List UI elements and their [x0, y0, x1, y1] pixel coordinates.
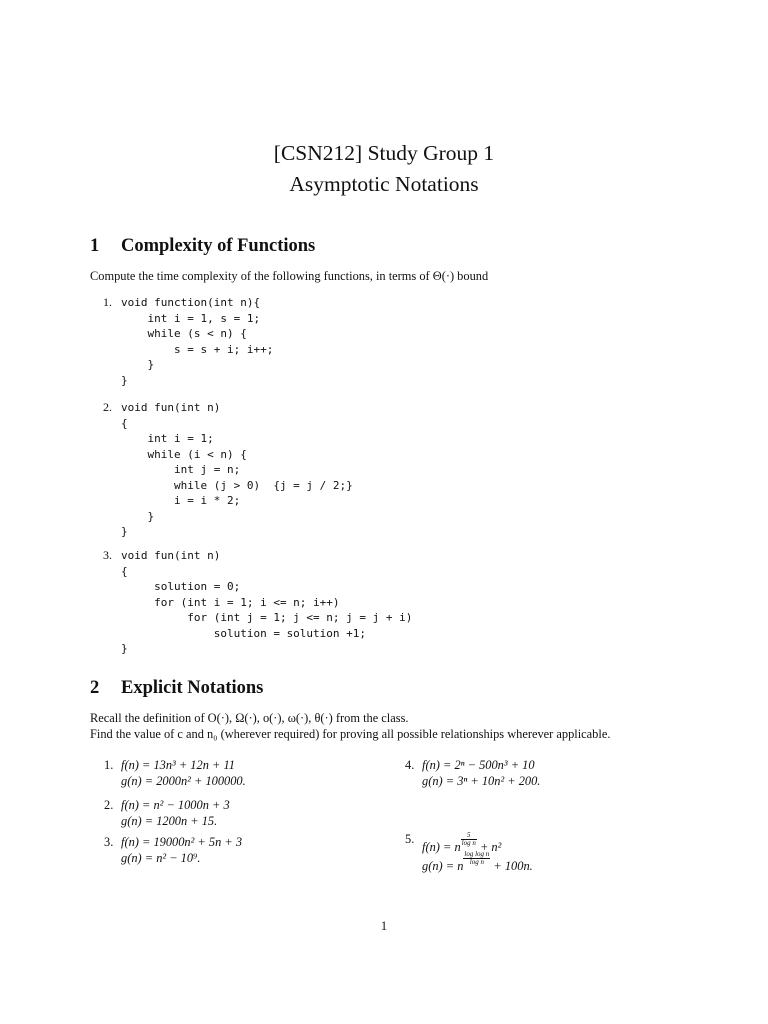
section-2-heading — [90, 678, 263, 699]
problem-g: g(n) = 2000n² + 100000. — [121, 774, 246, 788]
section-1-number: 1 — [90, 236, 100, 256]
problem-g: g(n) = n² − 10⁹. — [121, 851, 201, 865]
f-exponent-fraction — [461, 832, 477, 847]
document-title — [0, 138, 768, 200]
title-course-line: [CSN212] Study Group 1 — [273, 141, 495, 165]
problem-number: 5. — [405, 832, 415, 846]
problem-f: f(n) = 19000n² + 5n + 3 — [121, 835, 243, 849]
g-base: g(n) = n — [422, 859, 464, 873]
f-exponent-numerator: 5 — [461, 832, 477, 840]
page-number: 1 — [380, 919, 388, 933]
section-2-title: Explicit Notations — [121, 678, 264, 698]
section-1-intro: Compute the time complexity of the following functions, in terms of Θ(·) bound — [90, 269, 489, 283]
f-tail: + n² — [476, 840, 502, 854]
problem-number: 1. — [104, 758, 114, 772]
section-2-number: 2 — [90, 678, 100, 698]
g-exponent-fraction — [463, 851, 490, 866]
title-topic-line: Asymptotic Notations — [289, 172, 479, 196]
problem-f: f(n) = 13n³ + 12n + 11 — [121, 758, 235, 772]
g-exponent-denominator: log n — [469, 858, 484, 866]
section-1-heading — [90, 236, 315, 257]
problem-f: f(n) = n² − 1000n + 3 — [121, 798, 230, 812]
problem-g — [422, 851, 533, 874]
f-exponent-denominator: log n — [461, 839, 476, 847]
section-1-title: Complexity of Functions — [121, 236, 316, 256]
code-exercise-number: 2. — [103, 400, 112, 414]
g-exponent-numerator: log log n — [464, 850, 490, 858]
problem-f: f(n) = 2ⁿ − 500n³ + 10 — [422, 758, 535, 772]
code-exercise-number: 3. — [103, 548, 112, 562]
problem-g: g(n) = 1200n + 15. — [121, 814, 218, 828]
g-tail: + 100n. — [490, 859, 533, 873]
problem-number: 2. — [104, 798, 114, 812]
f-base: f(n) = n — [422, 840, 461, 854]
code-block: void fun(int n) { solution = 0; for (int i = 1; i <= n; i++) for (int j = 1; j <= n; j = j + i) solution = solution +1; } — [121, 549, 413, 655]
code-block: void function(int n){ int i = 1, s = 1; while (s < n) { s = s + i; i++; } } — [121, 296, 274, 387]
code-exercise-number: 1. — [103, 295, 112, 309]
section-2-intro-line-2: Find the value of c and n₀ (wherever required) for proving all possible relationships wherever applicable. — [90, 727, 611, 741]
code-block: void fun(int n) { int i = 1; while (i < n) { int j = n; while (j > 0) {j = j / 2;} i = i * 2; } } — [121, 401, 353, 538]
section-2-intro-line-1: Recall the definition of O(·), Ω(·), o(·), ω(·), θ(·) from the class. — [90, 711, 409, 725]
problem-number: 4. — [405, 758, 415, 772]
problem-g: g(n) = 3ⁿ + 10n² + 200. — [422, 774, 541, 788]
problem-number: 3. — [104, 835, 114, 849]
